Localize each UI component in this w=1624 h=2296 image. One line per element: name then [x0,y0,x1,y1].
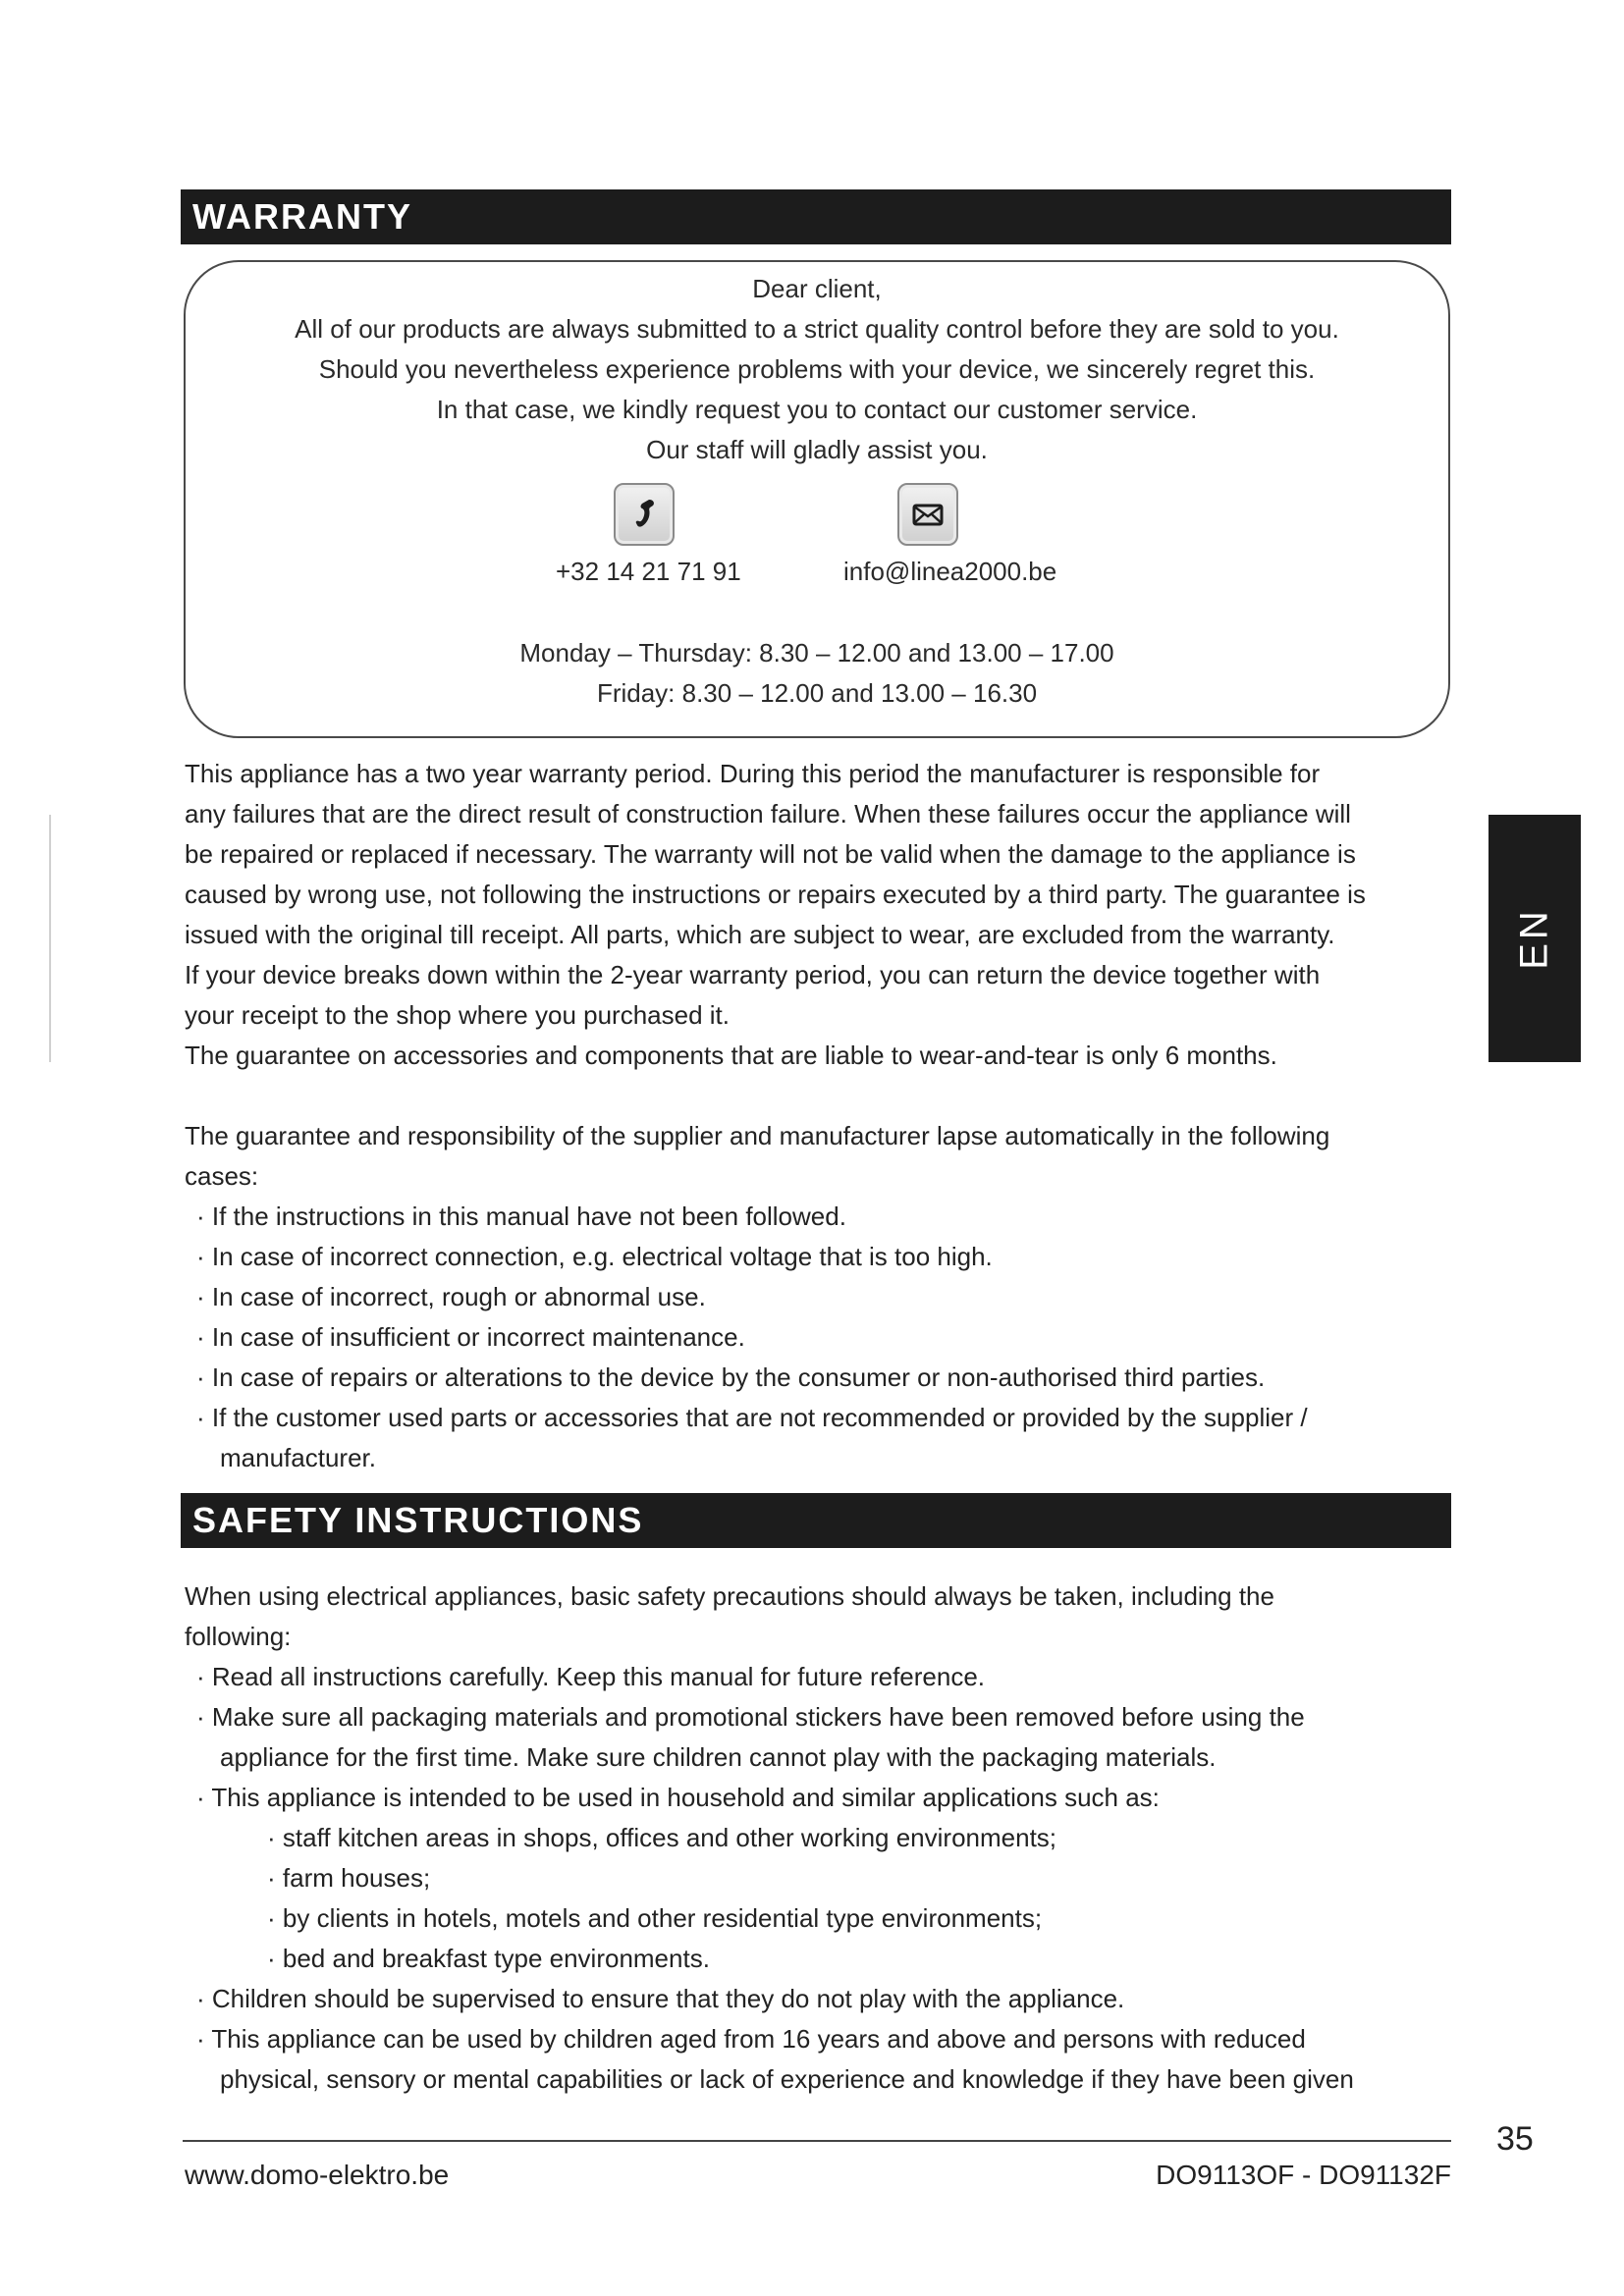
box-text-line: Our staff will gladly assist you. [646,435,988,464]
list-item: · In case of repairs or alterations to the device by the consumer or non-authorised third parties. [196,1362,1266,1392]
warranty-heading: WARRANTY [181,189,1451,244]
paragraph-line: issued with the original till receipt. All parts, which are subject to wear, are excluded from the warranty. [185,920,1335,949]
greeting-line: Dear client, [752,274,882,303]
box-text-line: Should you nevertheless experience problems with your device, we sincerely regret this. [318,354,1316,384]
paragraph-line: your receipt to the shop where you purchased it. [185,1000,730,1030]
language-tab [1489,815,1581,1062]
footer-model: DO9113OF - DO91132F [1156,2160,1451,2190]
paragraph-line: be repaired or replaced if necessary. The warranty will not be valid when the damage to the appliance is [185,839,1356,869]
safety-instructions-heading: SAFETY INSTRUCTIONS [181,1493,1451,1548]
list-item: · If the customer used parts or accessories that are not recommended or provided by the supplier / [196,1403,1308,1432]
phone-number: +32 14 21 71 91 [556,557,741,586]
list-item: · In case of insufficient or incorrect maintenance. [196,1322,745,1352]
paragraph-line: following: [185,1622,292,1651]
margin-line [49,815,51,1062]
list-item: · This appliance can be used by children aged from 16 years and above and persons with reduced [196,2024,1306,2054]
opening-hours-friday: Friday: 8.30 – 12.00 and 13.00 – 16.30 [596,678,1038,708]
paragraph-line: When using electrical appliances, basic safety precautions should always be taken, including the [185,1581,1274,1611]
email-address[interactable]: info@linea2000.be [843,557,1057,586]
safety-intro [185,1576,1461,1657]
sub-list-item: · staff kitchen areas in shops, offices and other working environments; [267,1823,1057,1852]
opening-hours-weekdays: Monday – Thursday: 8.30 – 12.00 and 13.00 – 17.00 [519,638,1114,667]
paragraph-line: cases: [185,1161,259,1191]
list-item: · This appliance is intended to be used in household and similar applications such as: [196,1783,1160,1812]
list-item: · In case of incorrect, rough or abnormal use. [196,1282,706,1311]
list-item-continuation: physical, sensory or mental capabilities or lack of experience and knowledge if they have been given [220,2064,1354,2094]
footer-divider [183,2140,1451,2142]
list-item: · Children should be supervised to ensure that they do not play with the appliance. [196,1984,1125,2013]
envelope-icon [897,483,958,546]
sub-list-item: · farm houses; [267,1863,431,1893]
box-text-line: All of our products are always submitted to a strict quality control before they are sold to you. [295,314,1339,344]
phone-icon [614,483,675,546]
lapse-intro [185,1116,1461,1197]
sub-list-item: · by clients in hotels, motels and other residential type environments; [267,1903,1043,1933]
list-item-continuation: appliance for the first time. Make sure children cannot play with the packaging materials. [220,1742,1217,1772]
list-item-continuation: manufacturer. [220,1443,376,1472]
paragraph-line: This appliance has a two year warranty period. During this period the manufacturer is responsible for [185,759,1321,788]
paragraph-line: The guarantee and responsibility of the supplier and manufacturer lapse automatically in the following [185,1121,1330,1150]
list-item: · Make sure all packaging materials and promotional stickers have been removed before using the [196,1702,1305,1732]
list-item: · Read all instructions carefully. Keep this manual for future reference. [196,1662,986,1691]
paragraph-line: If your device breaks down within the 2-year warranty period, you can return the device together with [185,960,1321,989]
language-tab-label: EN [1512,907,1556,970]
footer-website[interactable]: www.domo-elektro.be [185,2160,450,2190]
warranty-paragraph [185,754,1461,1076]
list-item: · In case of incorrect connection, e.g. electrical voltage that is too high. [196,1242,993,1271]
customer-service-box [184,260,1450,738]
paragraph-line: any failures that are the direct result of construction failure. When these failures occur the appliance will [185,799,1351,828]
box-text-line: In that case, we kindly request you to contact our customer service. [436,395,1198,424]
sub-list-item: · bed and breakfast type environments. [267,1944,710,1973]
page-number: 35 [1496,2120,1534,2158]
paragraph-line: caused by wrong use, not following the instructions or repairs executed by a third party. The guarantee is [185,880,1366,909]
paragraph-line: The guarantee on accessories and components that are liable to wear-and-tear is only 6 months. [185,1041,1277,1070]
list-item: · If the instructions in this manual have not been followed. [196,1201,846,1231]
